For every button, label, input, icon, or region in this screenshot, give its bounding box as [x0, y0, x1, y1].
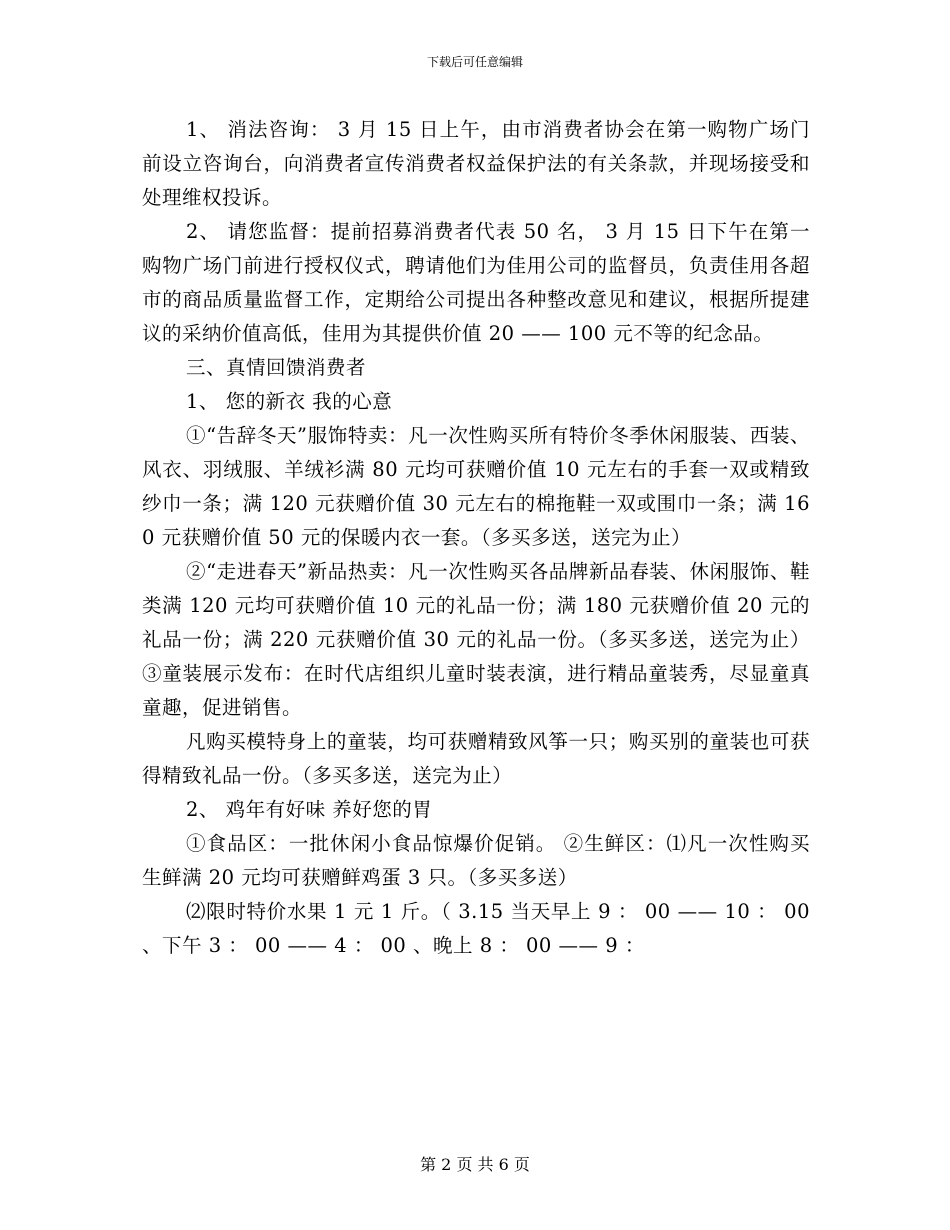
- paragraph: 1、 消法咨询： 3 月 15 日上午，由市消费者协会在第一购物广场门前设立咨询台，向消费者宣传消费者权益保护法的有关条款，并现场接受和处理维权投诉。: [142, 118, 810, 209]
- paragraph: ②“走进春天”新品热卖：凡一次性购买各品牌新品春装、休闲服饰、鞋类满 120 元均可获赠价值 10 元的礼品一份；满 180 元获赠价值 20 元的礼品一份；满 220 元获赠价值 30 元的礼品一份。（多买多送，送完为止） ③童装展示发布：在时代店组织儿童时装表演，进行精品童装秀，尽显童真童趣，促进销售。: [142, 560, 810, 719]
- paragraph: ①“告辞冬天”服饰特卖：凡一次性购买所有特价冬季休闲服装、西装、风衣、羽绒服、羊绒衫满 80 元均可获赠价值 10 元左右的手套一双或精致纱巾一条；满 120 元获赠价值 30 元左右的棉拖鞋一双或围巾一条；满 160 元获赠价值 50 元的保暖内衣一套。（多买多送，送完为止）: [142, 424, 810, 549]
- page-header: 下载后可任意编辑: [426, 55, 523, 69]
- paragraph: 2、 请您监督：提前招募消费者代表 50 名， 3 月 15 日下午在第一购物广场门前进行授权仪式，聘请他们为佳用公司的监督员，负责佳用各超市的商品质量监督工作，定期给公司提出各种整改意见和建议，根据所提建议的采纳价值高低，佳用为其提供价值 20 —— 100 元不等的纪念品。: [142, 220, 810, 345]
- subsection-heading: 1、 您的新衣 我的心意: [186, 390, 393, 413]
- paragraph: 凡购买模特身上的童装，均可获赠精致风筝一只；购买别的童装也可获得精致礼品一份。（多买多送，送完为止）: [142, 730, 810, 787]
- page-footer: 第 2 页 共 6 页: [420, 1155, 530, 1174]
- subsection-heading: 2、 鸡年有好味 养好您的胃: [186, 798, 433, 821]
- paragraph: ①食品区：一批休闲小食品惊爆价促销。 ②生鲜区：⑴凡一次性购买生鲜满 20 元均可获赠鲜鸡蛋 3 只。（多买多送）: [142, 832, 810, 889]
- document-body: [142, 113, 810, 963]
- section-heading: 三、真情回馈消费者: [186, 356, 367, 379]
- paragraph: ⑵限时特价水果 1 元 1 斤。（ 3.15 当天早上 9 ： 00 —— 10 ： 00 、下午 3 ： 00 —— 4 ： 00 、晚上 8 ： 00 —— 9 ：: [142, 900, 810, 957]
